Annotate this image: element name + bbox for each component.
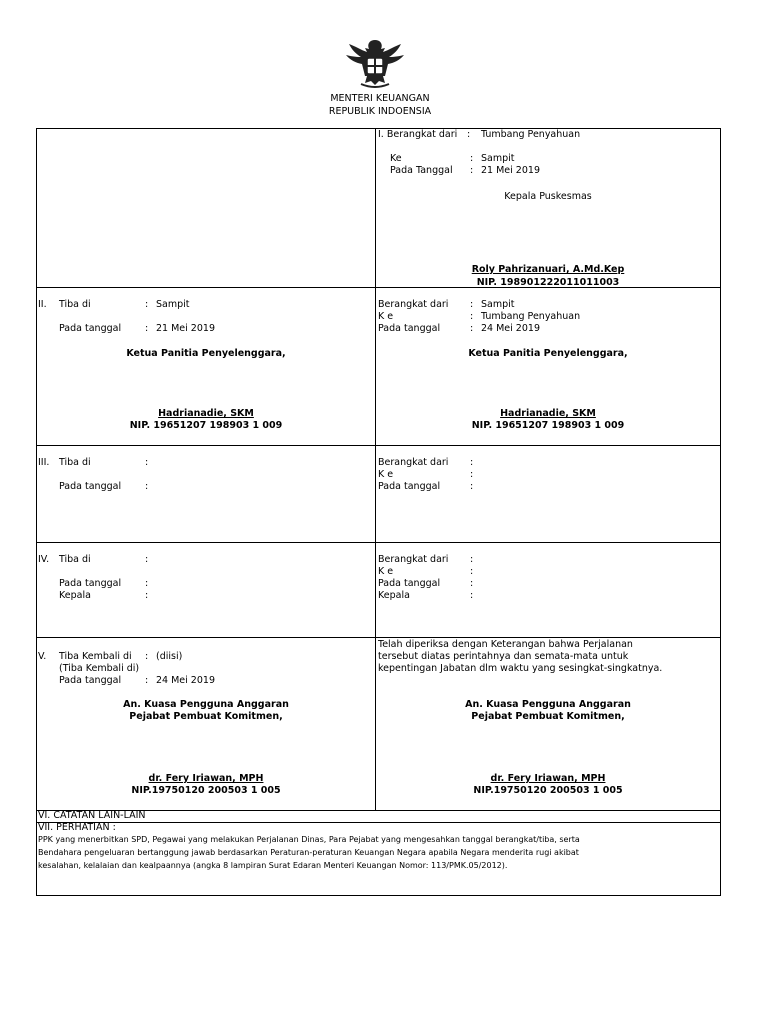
catatan-heading: VI. CATATAN LAIN-LAIN [38,810,146,821]
colon: : [470,153,474,164]
tanggal-label: Pada tanggal [378,323,441,334]
tiba-kembali-label: Tiba Kembali di [59,651,132,662]
ke-label: K e [378,311,394,322]
berangkat-value: Sampit [481,299,515,310]
signer-name: Hadrianadie, SKM [158,408,254,419]
tanggal-label: Pada tanggal [378,481,441,492]
signer-nip: NIP.19750120 200503 1 005 [131,785,281,796]
ke-label: Ke [390,153,402,164]
tanggal-label: Pada tanggal [59,481,122,492]
note-line: tersebut diatas perintahnya dan semata-mata untuk [378,651,629,662]
signer-role: Pejabat Pembuat Komitmen, [471,711,625,722]
tiba-value: Sampit [156,299,190,310]
signer-name: Roly Pahrizanuari, A.Md.Kep [471,264,625,275]
colon: : [145,554,149,565]
tiba-kembali-value: (diisi) [156,651,183,662]
tanggal-label: Pada tanggal [59,675,122,686]
signer-title: An. Kuasa Pengguna Anggaran [123,699,289,710]
colon: : [470,481,474,492]
signer-title: An. Kuasa Pengguna Anggaran [465,699,631,710]
colon: : [145,457,149,468]
section-number: V. [38,651,47,662]
colon: : [470,299,474,310]
signer-name: Hadrianadie, SKM [500,408,596,419]
tanggal-value: 21 Mei 2019 [156,323,215,334]
colon: : [145,590,149,601]
signer-nip: NIP. 19651207 198903 1 009 [471,420,625,431]
colon: : [470,469,474,480]
perhatian-heading: VII. PERHATIAN : [38,822,116,833]
tanggal-label: Pada tanggal [59,323,122,334]
colon: : [145,323,149,334]
tanggal-value: 24 Mei 2019 [156,675,215,686]
signer-nip: NIP. 19651207 198903 1 009 [129,420,283,431]
signer-name: dr. Fery Iriawan, MPH [490,773,606,784]
tanggal-label: Pada tanggal [378,578,441,589]
colon: : [470,590,474,601]
colon: : [470,323,474,334]
perhatian-line: PPK yang menerbitkan SPD, Pegawai yang melakukan Perjalanan Dinas, Para Pejabat yang mengesahkan tanggal berangkat/tiba, serta [38,835,580,844]
kepala-label: Kepala [378,590,410,601]
perhatian-line: Bendahara pengeluaran bertanggung jawab berdasarkan Peraturan-peraturan Keuangan Negara apabila Negara menderita rugi akibat [38,848,579,857]
colon: : [145,578,149,589]
signer-role: Pejabat Pembuat Komitmen, [129,711,283,722]
garuda-emblem-icon [343,36,407,92]
signer-title: Ketua Panitia Penyelenggara, [126,348,286,359]
ke-label: K e [378,566,394,577]
berangkat-label: I. Berangkat dari [378,129,458,140]
ke-label: K e [378,469,394,480]
berangkat-label: Berangkat dari [378,554,449,565]
note-line: Telah diperiksa dengan Keterangan bahwa Perjalanan [378,639,633,650]
tiba-label: Tiba di [59,457,91,468]
colon: : [145,481,149,492]
tanggal-value: 21 Mei 2019 [481,165,540,176]
signer-title: Ketua Panitia Penyelenggara, [468,348,628,359]
tanggal-value: 24 Mei 2019 [481,323,540,334]
ke-value: Tumbang Penyahuan [481,311,581,322]
section-number: III. [38,457,50,468]
tanggal-label: Pada tanggal [59,578,122,589]
signer-title: Kepala Puskesmas [504,191,592,202]
signer-nip: NIP.19750120 200503 1 005 [473,785,623,796]
note-line: kepentingan Jabatan dlm waktu yang sesingkat-singkatnya. [378,663,663,674]
colon: : [467,129,471,140]
kepala-label: Kepala [59,590,91,601]
section-number: II. [38,299,47,310]
colon: : [145,299,149,310]
ministry-title: MENTERI KEUANGAN [330,93,430,104]
berangkat-value: Tumbang Penyahuan [481,129,581,140]
colon: : [145,651,149,662]
tiba-label: Tiba di [59,554,91,565]
tanggal-label: Pada Tanggal [390,165,453,176]
berangkat-label: Berangkat dari [378,457,449,468]
tiba-label: Tiba di [59,299,91,310]
colon: : [470,457,474,468]
ke-value: Sampit [481,153,515,164]
signer-name: dr. Fery Iriawan, MPH [148,773,264,784]
perhatian-line: kesalahan, kelalaian dan kealpaannya (angka 8 lampiran Surat Edaran Menteri Keuangan Nomor: 113/PMK.05/2012). [38,861,508,870]
berangkat-label: Berangkat dari [378,299,449,310]
country-title: REPUBLIK INDOENSIA [328,106,432,117]
tiba-kembali-sub: (Tiba Kembali di) [59,663,140,674]
colon: : [470,311,474,322]
signer-nip: NIP. 198901222011011003 [476,277,620,288]
colon: : [145,675,149,686]
colon: : [470,566,474,577]
colon: : [470,578,474,589]
section-number: IV. [38,554,50,565]
colon: : [470,554,474,565]
colon: : [470,165,474,176]
